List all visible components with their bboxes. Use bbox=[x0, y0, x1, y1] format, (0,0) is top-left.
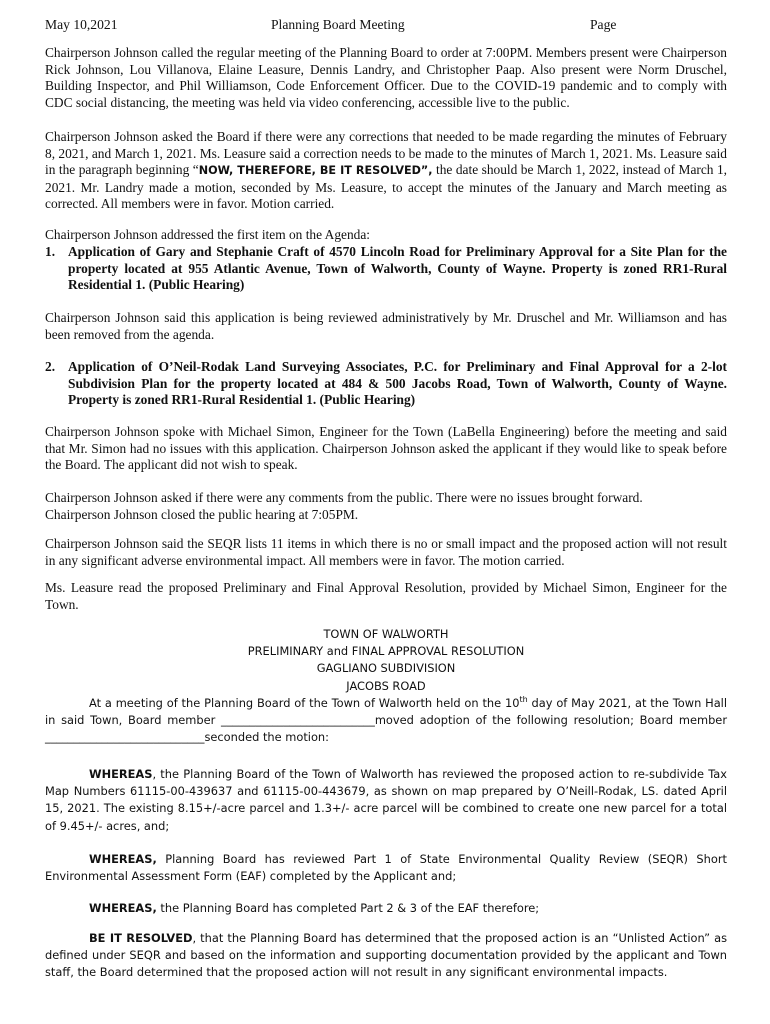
paragraph-resolution-read: Ms. Leasure read the proposed Preliminary and Final Approval Resolution, provided by Michael Simon, Engineer for the Town. bbox=[45, 580, 727, 612]
agenda-item-text: Application of O’Neil-Rodak Land Surveying Associates, P.C. for Preliminary and Final Approval for a 2-lot Subdivision Plan for the property located at 484 & 500 Jacobs Road, Town of Walworth, County of Wayne. Property is zoned RR1-Rural Residential 1. (Public Hearing) bbox=[68, 359, 727, 408]
agenda-item-1 bbox=[45, 244, 727, 294]
resolution-heading-line: JACOBS ROAD bbox=[346, 678, 426, 693]
minutes-text-bold: NOW, THEREFORE, BE IT RESOLVED”, bbox=[198, 164, 433, 178]
whereas-label: WHEREAS, bbox=[89, 852, 157, 866]
paragraph-minutes-corrections bbox=[45, 129, 727, 213]
paragraph-item1-status: Chairperson Johnson said this application is being reviewed administratively by Mr. Druschel and Mr. Williamson and has been removed from the agenda. bbox=[45, 310, 727, 342]
agenda-item-text: Application of Gary and Stephanie Craft of 4570 Lincoln Road for Preliminary Approval for a Site Plan for the property located at 955 Atlantic Avenue, Town of Walworth, County of Wayne. Property is zoned RR1-Rural Residential 1. (Public Hearing) bbox=[68, 244, 727, 293]
whereas-2-text: Planning Board has reviewed Part 1 of State Environmental Quality Review (SEQR) Short Environmental Assessment Form (EAF) completed by the Applicant and; bbox=[45, 852, 727, 884]
resolution-heading-line: TOWN OF WALWORTH bbox=[323, 627, 449, 641]
whereas-label: WHEREAS bbox=[89, 767, 153, 781]
paragraph-engineer-review: Chairperson Johnson spoke with Michael Simon, Engineer for the Town (LaBella Engineering) before the meeting and said that Mr. Simon had no issues with this application. Chairperson Johnson asked the applicant if they would like to speak before the Board. The applicant did not wish to speak. bbox=[45, 424, 727, 473]
agenda-item-2 bbox=[45, 359, 727, 409]
resolution-heading-line: GAGLIANO SUBDIVISION bbox=[316, 661, 456, 676]
agenda-item-number: 2. bbox=[45, 359, 56, 374]
resolution-heading bbox=[45, 626, 727, 695]
paragraph-agenda-intro: Chairperson Johnson addressed the first item on the Agenda: bbox=[45, 227, 371, 242]
whereas-2 bbox=[45, 851, 727, 885]
paragraph-call-to-order: Chairperson Johnson called the regular meeting of the Planning Board to order at 7:00PM. Members present were Chairperson Rick Johnson, Lou Villanova, Elaine Leasure, Dennis Landry, and Christopher Paap. Also present were Norm Druschel, Building Inspector, and Phil Williamson, Code Enforcement Officer. Due to the COVID-19 pandemic and to comply with CDC social distancing, the meeting was held via video conferencing, accessible live to the public. bbox=[45, 45, 727, 110]
paragraph-public-comments bbox=[45, 490, 727, 523]
whereas-3-text: the Planning Board has completed Part 2 & 3 of the EAF therefore; bbox=[156, 901, 540, 915]
resolution-intro-a: At a meeting of the Planning Board of the Town of Walworth held on the 10 bbox=[89, 696, 520, 710]
agenda-item-number: 1. bbox=[45, 244, 56, 259]
whereas-3 bbox=[45, 900, 727, 917]
resolved-label: BE IT RESOLVED bbox=[89, 931, 193, 945]
resolution-intro-b: day of May 2021, at the Town Hall in said Town, Board member ___________________________moved adoption of the following resolution; Board member ____________________________seconded the motion: bbox=[45, 696, 728, 745]
resolution-intro-sup: th bbox=[519, 695, 528, 705]
header-title: Planning Board Meeting bbox=[271, 17, 405, 32]
resolution-intro bbox=[45, 695, 727, 747]
resolution-heading-line: PRELIMINARY and FINAL APPROVAL RESOLUTION bbox=[247, 644, 525, 659]
whereas-label: WHEREAS, bbox=[89, 901, 157, 915]
whereas-1 bbox=[45, 766, 727, 835]
header-date: May 10,2021 bbox=[45, 17, 118, 32]
be-it-resolved bbox=[45, 930, 727, 982]
whereas-1-text: , the Planning Board of the Town of Walworth has reviewed the proposed action to re-subdivide Tax Map Numbers 61115-00-439637 and 61115-00-443679, as shown on map prepared by O’Neill-Rodak, LS. dated April 15, 2021. The existing 8.15+/-acre parcel and 1.3+/- acre parcel will be combined to create one new parcel for a total of 9.45+/- acres, and; bbox=[45, 767, 727, 833]
header-page: Page bbox=[590, 17, 617, 32]
public-comments-line: Chairperson Johnson asked if there were any comments from the public. There were no issues brought forward. bbox=[45, 490, 643, 505]
minutes-text-b: the date should be March 1, 2022, instead of March 1, 2021. Mr. Landry made a motion, seconded by Ms. Leasure, to accept the minutes of the January and March meeting as corrected. All members were in favor. Motion carried. bbox=[45, 162, 728, 212]
paragraph-seqr: Chairperson Johnson said the SEQR lists 11 items in which there is no or small impact and the proposed action will not result in any significant adverse environmental impact. All members were in favor. The motion carried. bbox=[45, 536, 727, 568]
minutes-text-a: Chairperson Johnson asked the Board if there were any corrections that needed to be made regarding the minutes of February 8, 2021, and March 1, 2021. Ms. Leasure said a correction needs to be made to the minutes of March 1, 2021. Ms. Leasure said in the paragraph beginning “ bbox=[45, 129, 728, 178]
public-hearing-closed-line: Chairperson Johnson closed the public hearing at 7:05PM. bbox=[45, 506, 359, 522]
resolved-text: , that the Planning Board has determined that the proposed action is an “Unlisted Action” as defined under SEQR and based on the information and supporting documentation provided by the applicant and Town staff, the Board determined that the proposed action will not result in any significant environmental impacts. bbox=[45, 931, 727, 980]
